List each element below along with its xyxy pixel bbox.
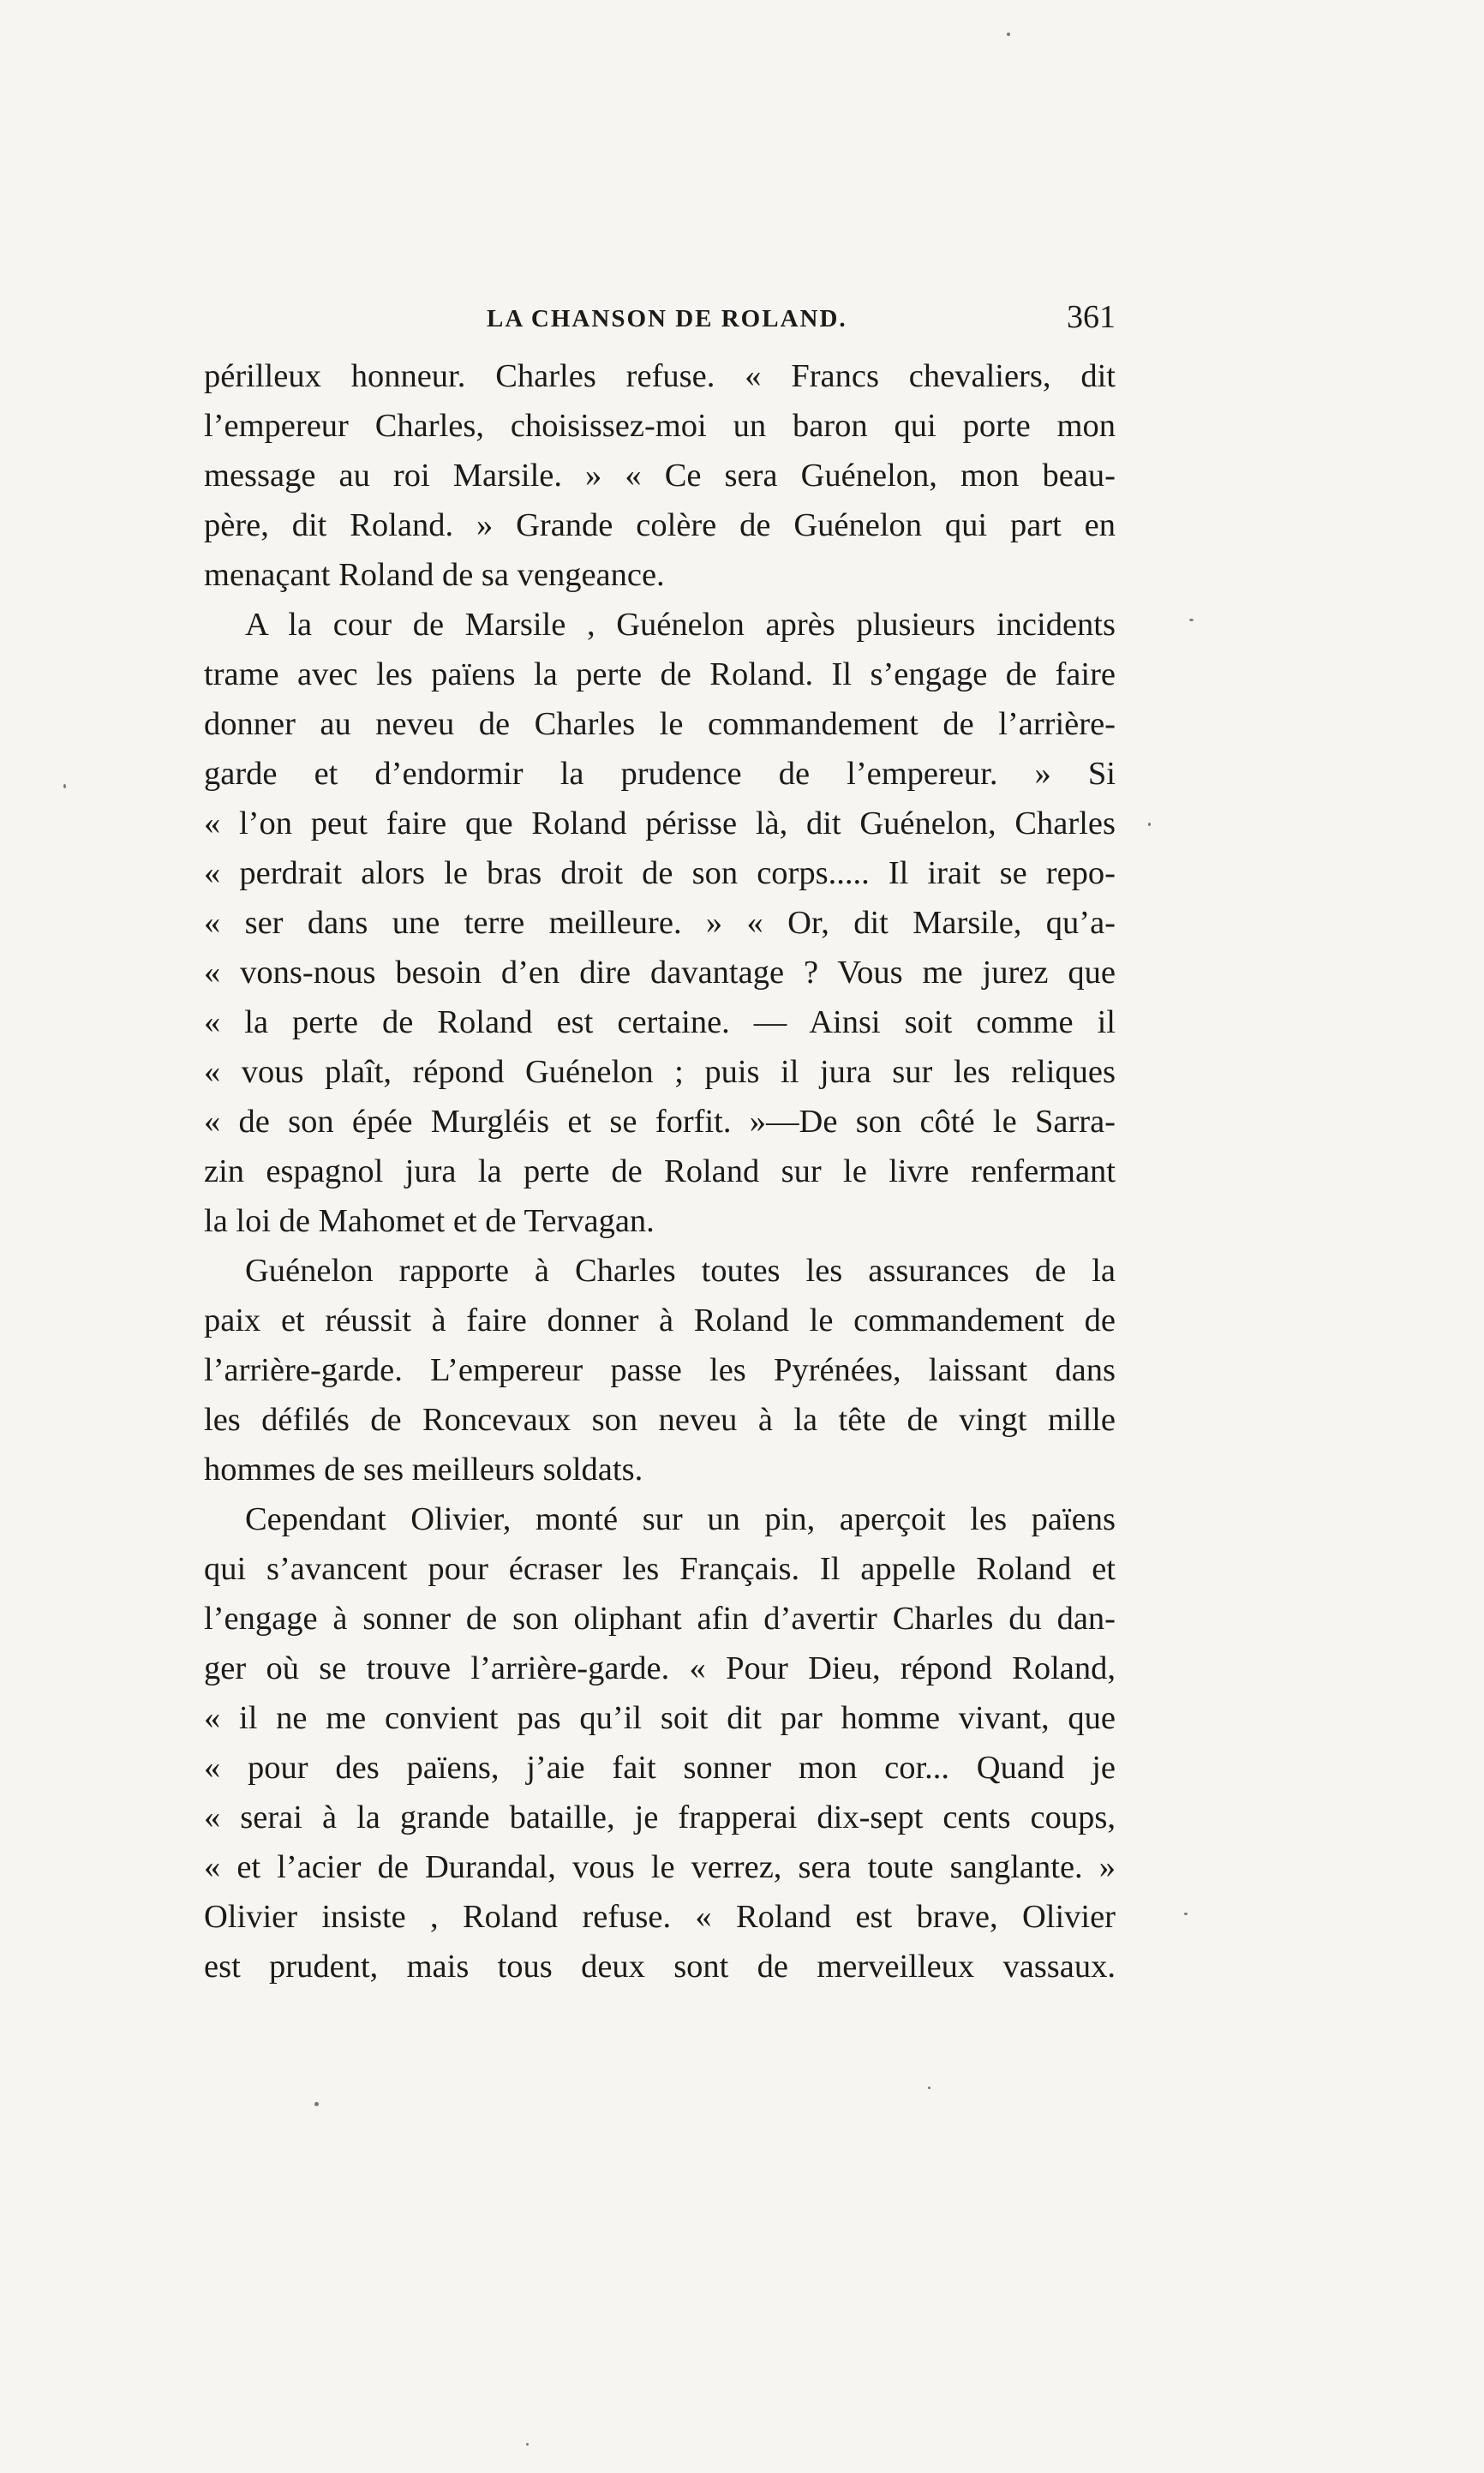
text-line: Olivier insiste , Roland refuse. « Roland est brave, Olivier	[204, 1899, 1116, 1935]
text-line: qui s’avancent pour écraser les Français. Il appelle Roland et	[204, 1551, 1116, 1587]
text-line: donner au neveu de Charles le commandement de l’arrière-	[204, 706, 1116, 742]
text-line: Guénelon rapporte à Charles toutes les assurances de la	[245, 1253, 1116, 1289]
text-line: message au roi Marsile. » « Ce sera Guénelon, mon beau-	[204, 458, 1116, 494]
page-header	[204, 298, 1116, 341]
text-line: « de son épée Murgléis et se forfit. »—De son côté le Sarra-	[204, 1104, 1116, 1140]
text-line: « la perte de Roland est certaine. — Ainsi soit comme il	[204, 1004, 1116, 1040]
text-line: hommes de ses meilleurs soldats.	[204, 1452, 643, 1488]
paragraph-4	[204, 1494, 1116, 1991]
text-line: est prudent, mais tous deux sont de merveilleux vassaux.	[204, 1949, 1116, 1985]
text-line: trame avec les païens la perte de Roland. Il s’engage de faire	[204, 656, 1116, 692]
text-line: l’engage à sonner de son oliphant afin d’avertir Charles du dan-	[204, 1601, 1116, 1637]
scan-speck	[1148, 823, 1151, 826]
paragraph-3	[204, 1246, 1116, 1494]
text-line: l’arrière-garde. L’empereur passe les Pyrénées, laissant dans	[204, 1352, 1116, 1388]
text-line: périlleux honneur. Charles refuse. « Francs chevaliers, dit	[204, 358, 1116, 394]
text-line: Cependant Olivier, monté sur un pin, aperçoit les païens	[245, 1501, 1116, 1537]
text-line: la loi de Mahomet et de Tervagan.	[204, 1203, 655, 1239]
text-line: zin espagnol jura la perte de Roland sur le livre renfermant	[204, 1153, 1116, 1189]
scan-speck	[928, 2087, 930, 2089]
page-number: 361	[1067, 299, 1116, 335]
paragraph-2	[204, 600, 1116, 1246]
text-line: garde et d’endormir la prudence de l’empereur. » Si	[204, 756, 1116, 792]
text-line: les défilés de Roncevaux son neveu à la tête de vingt mille	[204, 1402, 1116, 1438]
text-line: menaçant Roland de sa vengeance.	[204, 557, 665, 593]
scan-speck	[1007, 33, 1010, 36]
text-line: l’empereur Charles, choisissez-moi un baron qui porte mon	[204, 408, 1116, 444]
text-line: « vons-nous besoin d’en dire davantage ? Vous me jurez que	[204, 955, 1116, 991]
scan-speck	[314, 2102, 319, 2106]
text-line: « et l’acier de Durandal, vous le verrez, sera toute sanglante. »	[204, 1849, 1116, 1885]
text-line: père, dit Roland. » Grande colère de Guénelon qui part en	[204, 507, 1116, 543]
scan-speck	[1184, 1913, 1188, 1915]
scan-speck	[1189, 619, 1194, 621]
text-line: « il ne me convient pas qu’il soit dit par homme vivant, que	[204, 1700, 1116, 1736]
scan-speck	[63, 784, 66, 788]
text-line: ger où se trouve l’arrière-garde. « Pour Dieu, répond Roland,	[204, 1650, 1116, 1686]
text-line: paix et réussit à faire donner à Roland le commandement de	[204, 1302, 1116, 1338]
text-line: « vous plaît, répond Guénelon ; puis il jura sur les reliques	[204, 1054, 1116, 1090]
body-text	[204, 351, 1116, 1991]
text-line: « perdrait alors le bras droit de son corps..... Il irait se repo-	[204, 855, 1116, 891]
text-line: « pour des païens, j’aie fait sonner mon cor... Quand je	[204, 1750, 1116, 1786]
text-line: « ser dans une terre meilleure. » « Or, dit Marsile, qu’a-	[204, 905, 1116, 941]
text-line: « l’on peut faire que Roland périsse là, dit Guénelon, Charles	[204, 805, 1116, 841]
text-line: A la cour de Marsile , Guénelon après plusieurs incidents	[245, 607, 1116, 643]
scan-speck	[526, 2443, 529, 2446]
running-title: LA CHANSON DE ROLAND.	[487, 305, 847, 332]
text-line: « serai à la grande bataille, je frapperai dix-sept cents coups,	[204, 1799, 1116, 1835]
paragraph-1	[204, 351, 1116, 600]
